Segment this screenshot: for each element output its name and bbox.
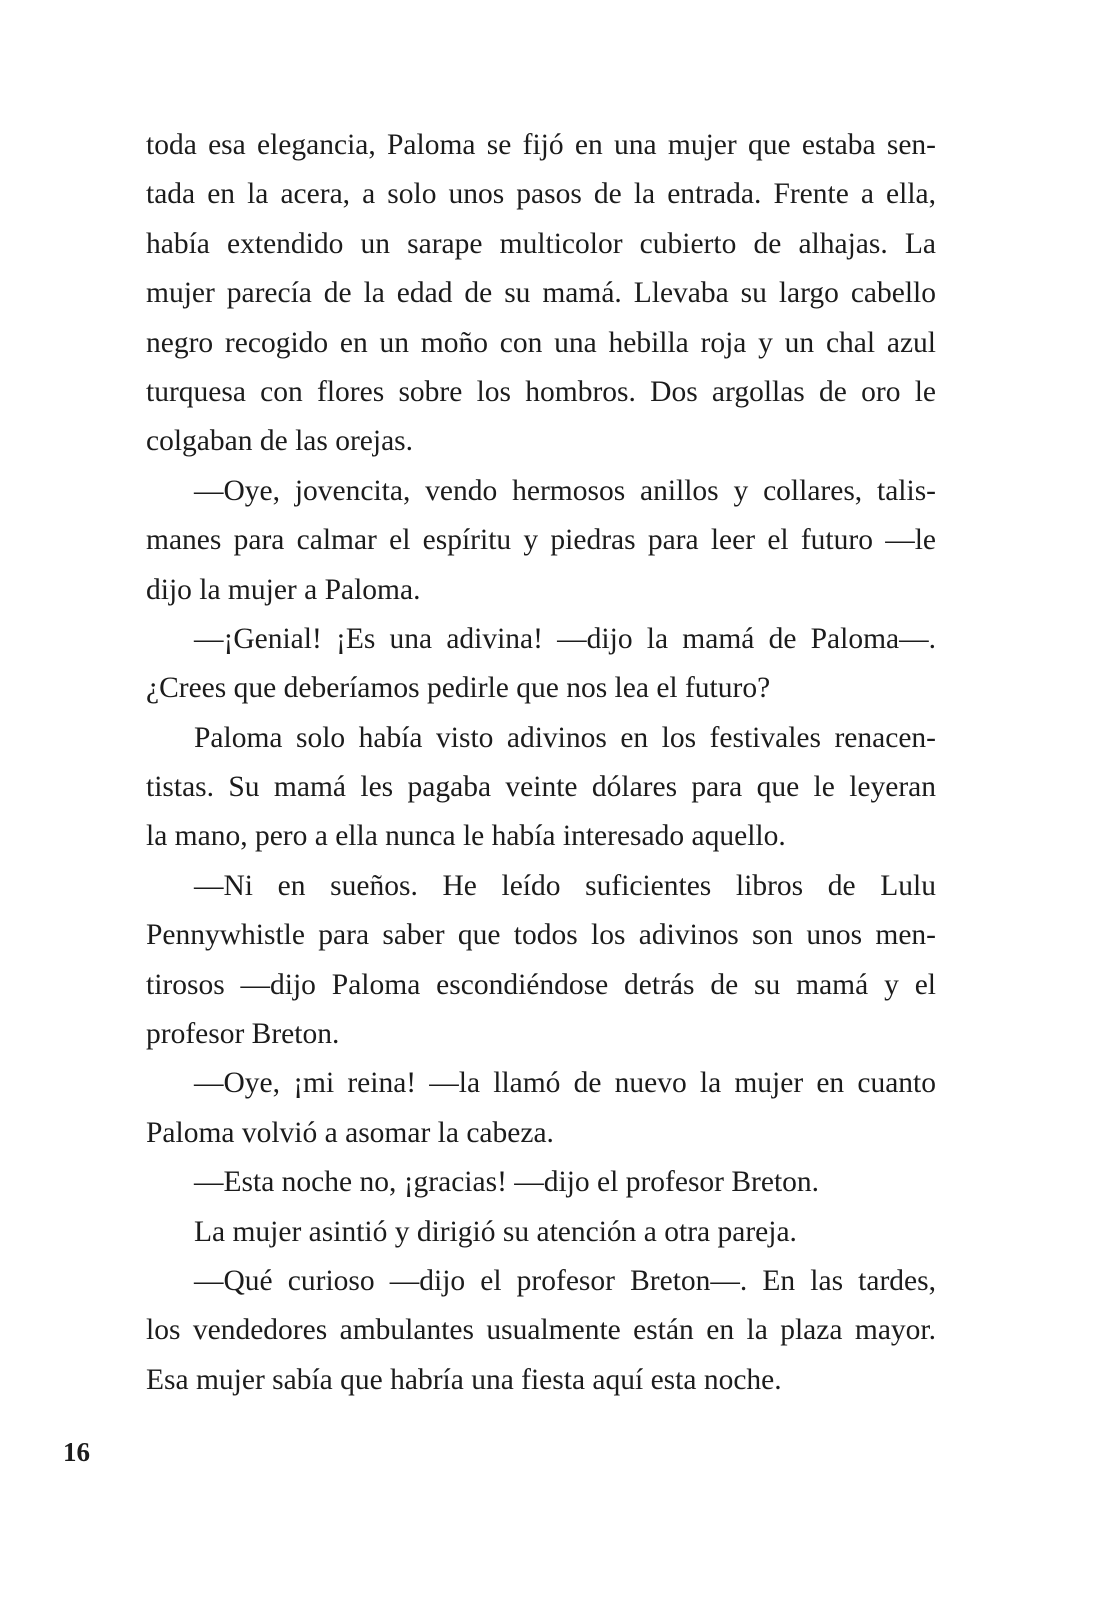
text-line: ¿Crees que deberíamos pedirle que nos lea el futuro? bbox=[146, 672, 771, 705]
text-line: tada en la acera, a solo unos pasos de la entrada. Frente a ella, bbox=[146, 178, 936, 211]
text-line: Pennywhistle para saber que todos los adivinos son unos men- bbox=[146, 919, 936, 952]
text-line: —Ni en sueños. He leído suficientes libros de Lulu bbox=[194, 869, 936, 902]
body-text bbox=[146, 121, 936, 1405]
text-line: dijo la mujer a Paloma. bbox=[146, 573, 421, 606]
text-line: —Qué curioso —dijo el profesor Breton—. En las tardes, bbox=[194, 1264, 936, 1297]
text-line: tistas. Su mamá les pagaba veinte dólares para que le leyeran bbox=[146, 771, 936, 804]
text-line: —Esta noche no, ¡gracias! —dijo el profesor Breton. bbox=[194, 1166, 820, 1199]
text-line: toda esa elegancia, Paloma se fijó en una mujer que estaba sen- bbox=[146, 129, 936, 161]
text-line: colgaban de las orejas. bbox=[146, 425, 414, 458]
text-line: Paloma volvió a asomar la cabeza. bbox=[146, 1116, 554, 1149]
text-line: —Oye, ¡mi reina! —la llamó de nuevo la mujer en cuanto bbox=[194, 1067, 936, 1100]
text-line: turquesa con flores sobre los hombros. Dos argollas de oro le bbox=[146, 375, 936, 408]
text-line: manes para calmar el espíritu y piedras para leer el futuro —le bbox=[146, 524, 936, 557]
text-line: profesor Breton. bbox=[146, 1018, 340, 1051]
page-number: 16 bbox=[63, 1437, 90, 1467]
text-line: Esa mujer sabía que habría una fiesta aquí esta noche. bbox=[146, 1363, 782, 1396]
text-line: —¡Genial! ¡Es una adivina! —dijo la mamá de Paloma—. bbox=[194, 622, 936, 655]
text-line: negro recogido en un moño con una hebilla roja y un chal azul bbox=[146, 326, 936, 359]
text-line: tirosos —dijo Paloma escondiéndose detrás de su mamá y el bbox=[146, 968, 936, 1001]
text-line: La mujer asintió y dirigió su atención a otra pareja. bbox=[194, 1215, 797, 1248]
text-line: mujer parecía de la edad de su mamá. Llevaba su largo cabello bbox=[146, 277, 936, 310]
text-line: —Oye, jovencita, vendo hermosos anillos y collares, talis- bbox=[194, 474, 936, 507]
text-line: había extendido un sarape multicolor cubierto de alhajas. La bbox=[146, 227, 936, 260]
text-line: Paloma solo había visto adivinos en los festivales renacen- bbox=[194, 721, 936, 754]
text-line: la mano, pero a ella nunca le había interesado aquello. bbox=[146, 820, 786, 853]
text-line: los vendedores ambulantes usualmente están en la plaza mayor. bbox=[146, 1314, 936, 1347]
